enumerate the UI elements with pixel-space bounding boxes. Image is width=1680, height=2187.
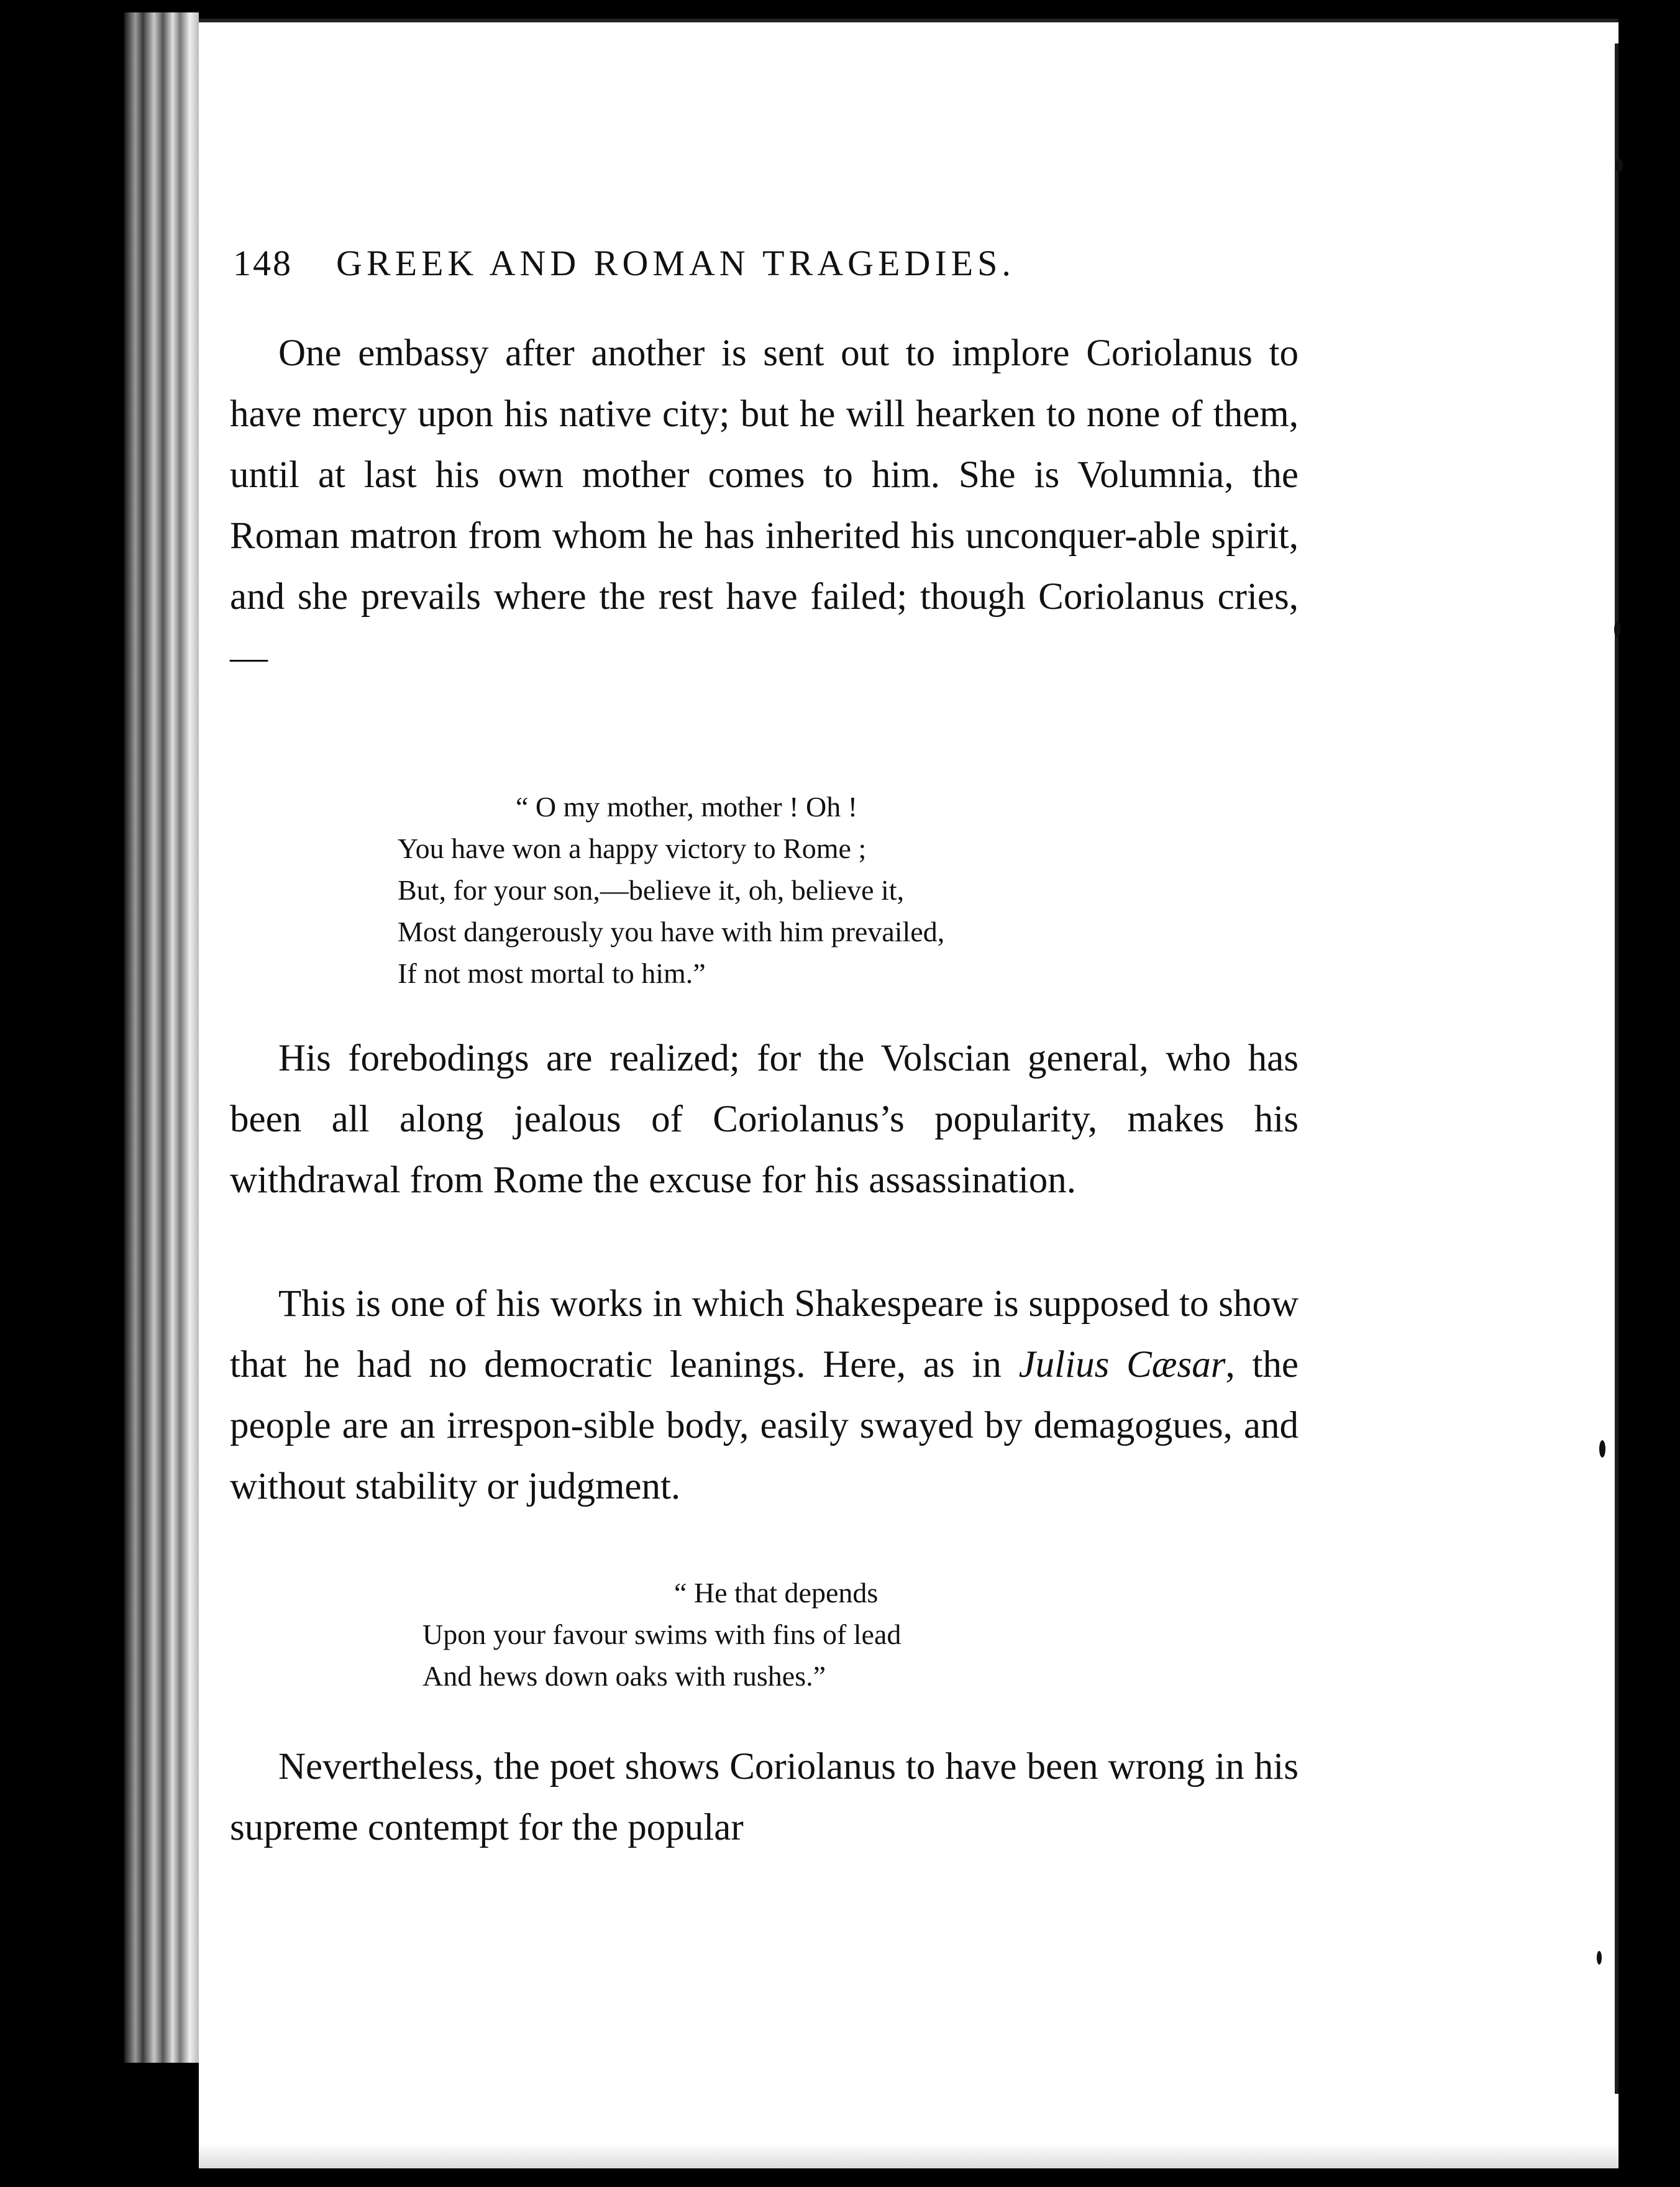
running-head-title: GREEK AND ROMAN TRAGEDIES. bbox=[336, 243, 1015, 283]
paragraph-nevertheless: Nevertheless, the poet shows Coriolanus to have been wrong in his supreme contempt for the popular bbox=[230, 1746, 1299, 1848]
verse-line: “ O my mother, mother ! Oh ! bbox=[516, 791, 858, 823]
scan-speck bbox=[1599, 1440, 1605, 1458]
verse-line: If not most mortal to him.” bbox=[398, 957, 706, 989]
scan-speck bbox=[1597, 1951, 1602, 1965]
book-page-edges bbox=[124, 12, 199, 2063]
verse-line: You have won a happy victory to Rome ; bbox=[398, 833, 867, 864]
verse-quote-volumnia bbox=[398, 786, 944, 994]
top-border bbox=[199, 19, 1618, 22]
play-title-julius-caesar: Julius Cæsar bbox=[1018, 1344, 1226, 1386]
verse-line: “ He that depends bbox=[674, 1577, 879, 1609]
paragraph-shakespeare bbox=[230, 1274, 1299, 1517]
scan-speck bbox=[1614, 621, 1620, 637]
bottom-shadow bbox=[199, 2144, 1618, 2168]
scan-speck bbox=[1615, 158, 1623, 172]
verse-line: But, for your son,—believe it, oh, believe it, bbox=[398, 874, 905, 906]
paragraph-embassy: One embassy after another is sent out to implore Coriolanus to have mercy upon his native city; but he will hearken to none of them, until at last his own mother comes to him. She is Volumnia, the Roman matron from whom he has inherited his unconquer-able spirit, and she prevails where the rest have failed; though Coriolanus cries,— bbox=[230, 332, 1299, 678]
page-number: 148 bbox=[233, 243, 293, 283]
verse-line: Upon your favour swims with fins of lead bbox=[422, 1619, 902, 1650]
paragraph-text-after: , the people are an irrespon-sible body, easily swayed by demagogues, and without stability or judgment. bbox=[230, 1344, 1299, 1507]
running-head bbox=[233, 242, 1295, 284]
paragraph-forebodings: His forebodings are realized; for the Volscian general, who has been all along jealous of Coriolanus’s popularity, makes his withdrawal from Rome the excuse for his assassination. bbox=[230, 1038, 1299, 1201]
verse-line: And hews down oaks with rushes.” bbox=[422, 1660, 826, 1692]
paragraph-text-before: This is one of his works in which Shakespeare is supposed to show that he had no democratic leanings. Here, as in bbox=[230, 1283, 1299, 1386]
verse-quote-favour bbox=[422, 1572, 901, 1697]
right-border bbox=[1615, 43, 1618, 2094]
verse-line: Most dangerously you have with him prevailed, bbox=[398, 916, 945, 947]
